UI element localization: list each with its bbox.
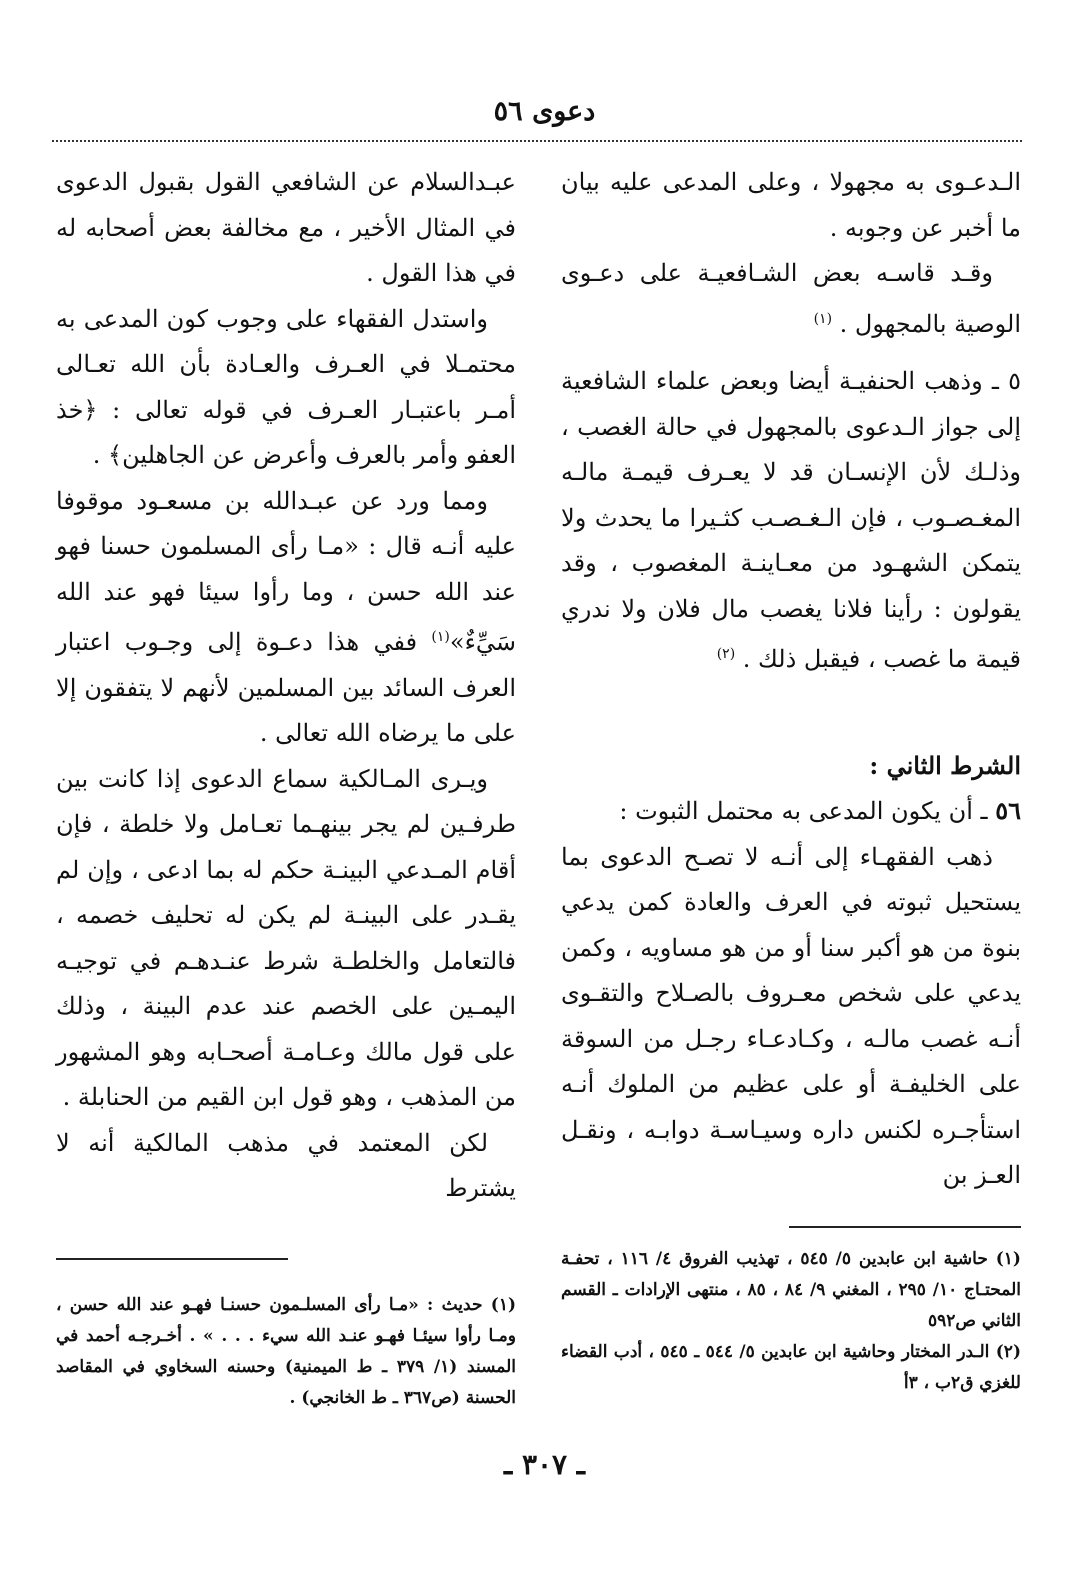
footnotes-left [56,1290,516,1414]
footnote-ref: (٢) [716,646,736,662]
paragraph-text: ٥ ـ وذهب الحنفيـة أيضا وبعض علماء الشافعية إلى جواز الـدعوى بالمجهول في حالة الغصب ، وذلـك لأن الإنسـان قد لا يعـرف قيمـة مالـه المغـصـوب ، فإن الـغـصـب كثـيرا ما يحدث ولا يتمكن الشهـود من معـاينـة المغصوب ، وقد يقولون : رأينا فلانا يغصب مال فلان ولا ندري قيمة ما غصب ، فيقبل ذلك . [561,367,1021,673]
left-text-column [56,160,516,1212]
footnote: (١) حاشية ابن عابدين ٥/ ٥٤٥ ، تهذيب الفروق ٤/ ١١٦ ، تحفـة المحتـاج ١٠/ ٢٩٥ ، المغني ٩/ ٨٤ ، ٨٥ ، منتهى الإرادات ـ القسم الثاني ص٥٩٢ [561,1249,1021,1331]
footnote-ref: (١) [431,629,450,645]
paragraph [561,251,1021,347]
paragraph-text: ففي هذا دعـوة إلى وجـوب اعتبار العرف السائد بين المسلمين لأنهم لا يتفقون إلا على ما يرضاه الله تعالى . [56,628,516,747]
subsection-heading [561,788,1021,835]
footnote: (٢) الـدر المختار وحاشية ابن عابدين ٥/ ٥٤٤ ـ ٥٤٥ ، أدب القضاء للغزي ق٢ب ، ٣أ [561,1342,1021,1393]
footnote-ref: (١) [813,310,833,327]
paragraph: عبـدالسلام عن الشافعي القول بقبول الدعوى في المثال الأخير ، مع مخالفة بعض أصحابه له في هذا القول . [56,168,516,287]
paragraph [561,359,1021,683]
page-header-title: دعوى ٥٦ [493,96,596,127]
subsection-number: ٥٦ [995,796,1021,825]
section-heading: الشرط الثاني : [869,750,1021,780]
header-dotted-divider [52,140,1022,142]
paragraph: لكن المعتمد في مذهب المالكية أنه لا يشترط [56,1128,516,1202]
page-number: ـ ٣٠٧ ـ [503,1448,586,1481]
footnote-divider [789,1226,1021,1228]
footnotes-right [561,1244,1021,1399]
paragraph-text: وقـد قاسـه بعض الشـافعيـة على دعـوى الوصية بالمجهول . [561,259,1021,338]
paragraph: الـدعـوى به مجهولا ، وعلى المدعى عليه بيان ما أخبر عن وجوبه . [561,168,1021,242]
footnote: (١) حديث : «مـا رأى المسلـمون حسنـا فهـو عند الله حسن ، ومـا رأوا سيئـا فهـو عنـد الله سيء . . . » . أخـرجـه أحمد في المسند (١/ ٣٧٩ ـ ط الميمنية) وحسنه السخاوي في المقاصد الحسنة (ص٣٦٧ ـ ط الخانجي) . [56,1295,516,1408]
paragraph [56,479,516,757]
paragraph: واستدل الفقهاء على وجوب كون المدعى به محتمـلا في العـرف والعـادة بأن الله تعـالى أمـر باعتبـار العـرف في قوله تعالى : ﴿خذ العفو وأمر بالعرف وأعرض عن الجاهلين﴾ . [56,304,516,469]
paragraph-text: ومما ورد عن عبـدالله بن مسعـود موقوفا عليه أنـه قال : «مـا رأى المسلمون حسنا فهو عند الله حسن ، وما رأوا سيئا فهو عند الله سَيِّءٌ» [56,486,516,656]
subsection-text: ـ أن يكون المدعى به محتمل الثبوت : [619,797,988,825]
paragraph: ذهب الفقهـاء إلى أنـه لا تصـح الدعوى بما يستحيل ثبوته في العرف والعادة كمن يدعي بنوة من هو أكبر سنا أو من هو مساويه ، وكمن يدعي على شخص معـروف بالصـلاح والتقـوى أنـه غصب مالـه ، وكـادعـاء رجـل من السوقة على الخليفـة أو على عظيم من الملوك أنـه استأجـره لكنس داره وسيـاسـة دوابـه ، ونقـل العـز بن [561,842,1021,1189]
paragraph: ويـرى المـالكية سماع الدعوى إذا كانت بين طرفـين لم يجر بينهـما تعـامل ولا خلطة ، فإن أقام المـدعي البينـة حكم له بما ادعى ، وإن لم يقـدر على البينـة لم يكن له تحليف خصمه ، فالتعامل والخلطـة شرط عنـدهـم في توجيـه اليمـين على الخصم عند عدم البينة ، وذلك على قول مالك وعـامـة أصحـابه وهو المشهور من المذهب ، وهو قول ابن القيم من الحنابلة . [56,764,516,1111]
footnote-divider [56,1258,288,1260]
right-text-column [561,160,1021,1199]
